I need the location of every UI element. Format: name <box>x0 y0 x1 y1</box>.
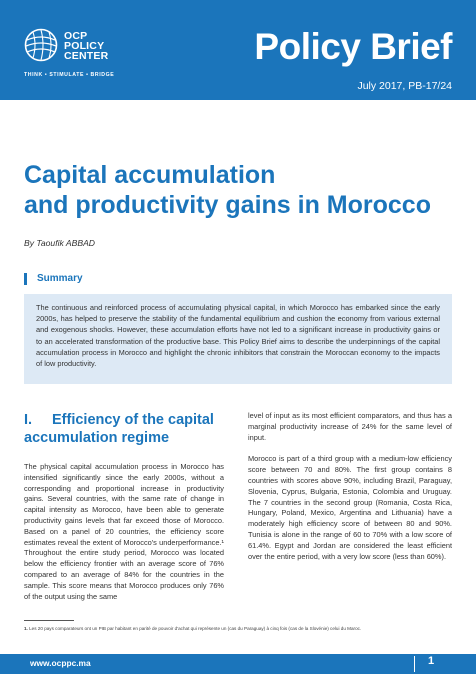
section-number: I. <box>24 412 33 428</box>
page-number: 1 <box>428 655 435 667</box>
right-column-paragraph-1: level of input as its most efficient comparators, and thus has a marginal productivity increase of 24% for the same level of input. <box>248 411 452 442</box>
logo-line-policy: POLICY <box>64 40 105 52</box>
publication-reference: July 2017, PB-17/24 <box>357 80 452 92</box>
logo-wordmark <box>64 31 108 61</box>
document-title-line1: Capital accumulation <box>24 161 276 189</box>
footer-divider <box>414 656 415 672</box>
globe-logo-icon <box>24 28 58 62</box>
section-title-line2: accumulation regime <box>24 430 170 446</box>
document-title <box>24 160 454 220</box>
summary-text: The continuous and reinforced process of accumulating physical capital, in which Morocco has embarked since the early 2000s, has helped to preserve the stability of the fundamental equilibrium and cushion the economy from various external and exogenous shocks. However, these accumulation efforts have not led to a significant increase in productivity gains or to an accelerated transformation of the productive base. This Policy Brief aims to describe the underpinnings of the capital accumulation process in Morocco and highlight the chronic inhibitors that constrain the Moroccan economy to the impacts of low productivity. <box>36 303 440 369</box>
summary-heading: Summary <box>24 273 83 285</box>
header-banner <box>0 0 476 100</box>
right-column-paragraph-2: Morocco is part of a third group with a medium-low efficiency score between 70 and 80%. The first group contains 8 countries with scores above 90%, including Brazil, Paraguay, Slovenia, Cyprus, Bulgaria, Estonia, Colombia and Uruguay. The 7 countries in the second group (Romania, Costa Rica, Hungary, Poland, Mexico, Argentina and Lithuania) have a moderately high efficiency score of between 80 and 90%. Tunisia is alone in the range of 60 to 70% with a low score of 61.4%. Egypt and Jordan are considered the least efficient over the entire period, with a very low score (less than 60%). <box>248 454 452 561</box>
logo-line-ocp: OCP <box>64 30 88 42</box>
right-column <box>248 411 452 573</box>
summary-box <box>24 294 452 384</box>
section-title-line1: Efficiency of the capital <box>52 412 214 428</box>
footer-bar <box>0 654 476 674</box>
document-title-line2: and productivity gains in Morocco <box>24 191 431 219</box>
logo-line-center: CENTER <box>64 50 109 62</box>
website-link[interactable]: www.ocppc.ma <box>30 658 91 668</box>
section-heading <box>24 411 224 447</box>
footnote-number: 1. <box>24 626 28 631</box>
publication-type-title: Policy Brief <box>254 26 452 67</box>
left-column-paragraph: The physical capital accumulation process in Morocco has intensified significantly since the early 2000s, without a corresponding and proportional increase in productivity gains. Several countries, with the same rate of change in capital intensity as Morocco, have been able to generate productivity gains levels that far exceed those of Morocco. Based on a panel of 20 countries, the efficiency score estimates reveal the extent of Morocco's underperformance.¹ Throughout the entire study period, Morocco was located below the efficiency frontier with an average score of 76% compared to an average of 84% for the countries in the sample. This score means that Morocco produces only 76% of the output using the same <box>24 462 224 601</box>
footnote <box>24 626 452 633</box>
author-byline: By Taoufik ABBAD <box>24 238 96 248</box>
ocp-logo[interactable] <box>24 28 132 68</box>
footnote-text: Les 20 pays comparateurs ont un PIB par habitant en parité de pouvoir d'achat qui représente un (cas du Paraguay) à cinq fois (cas de la Slovénie) celui du Maroc. <box>29 626 362 631</box>
footnote-divider <box>24 620 74 621</box>
logo-tagline: THINK • STIMULATE • BRIDGE <box>24 72 115 78</box>
